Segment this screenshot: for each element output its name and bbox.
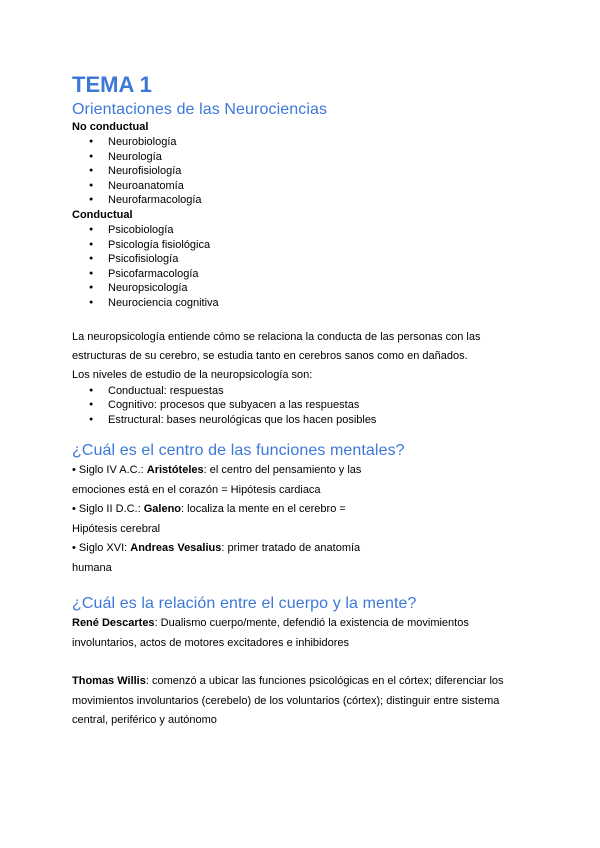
- list-item: ● Neurofisiología: [72, 164, 542, 179]
- list-item: ● Psicofisiología: [72, 252, 542, 267]
- list-item: ● Neurobiología: [72, 135, 542, 150]
- list-item: ● Psicobiología: [72, 223, 542, 238]
- paragraph-line: movimientos involuntarios (cerebelo) de los voluntarios (córtex); distinguir entre sistema: [72, 694, 500, 707]
- list-item: ● Neurociencia cognitiva: [72, 296, 542, 311]
- entry-name: Andreas Vesalius: [130, 542, 222, 555]
- paragraph-line: [72, 672, 542, 692]
- entry-text: : el centro del pensamiento y las: [203, 464, 362, 477]
- levels-list: [72, 384, 542, 428]
- paragraph-line: [72, 539, 542, 559]
- paragraph-line: [72, 500, 542, 520]
- entry-name: Thomas Willis: [72, 675, 146, 688]
- section-heading-orientaciones: Orientaciones de las Neurociencias: [72, 101, 328, 118]
- entry-text: : localiza la mente en el cerebro =: [181, 503, 346, 516]
- list-item: ● Conductual: respuestas: [72, 384, 542, 399]
- group-label-no-conductual: No conductual: [72, 121, 149, 133]
- paragraph-line: involuntarios, actos de motores excitadores e inhibidores: [72, 636, 349, 649]
- entry-text: : comenzó a ubicar las funciones psicológicas en el córtex; diferenciar los: [145, 675, 504, 688]
- list-item: ● Psicofarmacología: [72, 267, 542, 282]
- list-item: ● Neuropsicología: [72, 281, 542, 296]
- section-heading-relacion: ¿Cuál es la relación entre el cuerpo y la mente?: [72, 595, 417, 613]
- list-item: ● Psicología fisiológica: [72, 238, 542, 253]
- entry-name: Aristóteles: [146, 464, 204, 477]
- paragraph-line: Hipótesis cerebral: [72, 522, 161, 535]
- entry-name: Galeno: [143, 503, 182, 516]
- list-item: ● Estructural: bases neurológicas que los hacen posibles: [72, 413, 542, 428]
- entry-text: : Dualismo cuerpo/mente, defendió la existencia de movimientos: [154, 617, 469, 630]
- paragraph-line: humana: [72, 561, 112, 574]
- paragraph-line: La neuropsicología entiende cómo se relaciona la conducta de las personas con las: [72, 330, 481, 343]
- entry-name: René Descartes: [72, 617, 155, 630]
- paragraph-line: [72, 614, 542, 634]
- list-item: ● Neurología: [72, 150, 542, 165]
- paragraph-line: emociones está en el corazón = Hipótesis cardiaca: [72, 483, 321, 496]
- paragraph-line: central, periférico y autónomo: [72, 714, 217, 727]
- list-item: ● Cognitivo: procesos que subyacen a las respuestas: [72, 398, 542, 413]
- paragraph-line: Los niveles de estudio de la neuropsicología son:: [72, 368, 313, 381]
- list-item: ● Neurofarmacología: [72, 193, 542, 208]
- conductual-list: [72, 223, 542, 311]
- list-item: ● Neuroanatomía: [72, 179, 542, 194]
- entry-prefix: • Siglo II D.C.:: [72, 503, 144, 516]
- entry-text: : primer tratado de anatomía: [221, 542, 361, 555]
- group-label-conductual: Conductual: [72, 208, 133, 221]
- document-page: [72, 70, 542, 731]
- entry-prefix: • Siglo IV A.C.:: [72, 464, 147, 477]
- paragraph-line: estructuras de su cerebro, se estudia tanto en cerebros sanos como en dañados.: [72, 350, 468, 363]
- entry-prefix: • Siglo XVI:: [72, 542, 131, 555]
- document-title: TEMA 1: [72, 72, 152, 97]
- paragraph-line: [72, 461, 542, 481]
- section-heading-centro: ¿Cuál es el centro de las funciones mentales?: [72, 442, 405, 460]
- no-conductual-list: [72, 135, 542, 208]
